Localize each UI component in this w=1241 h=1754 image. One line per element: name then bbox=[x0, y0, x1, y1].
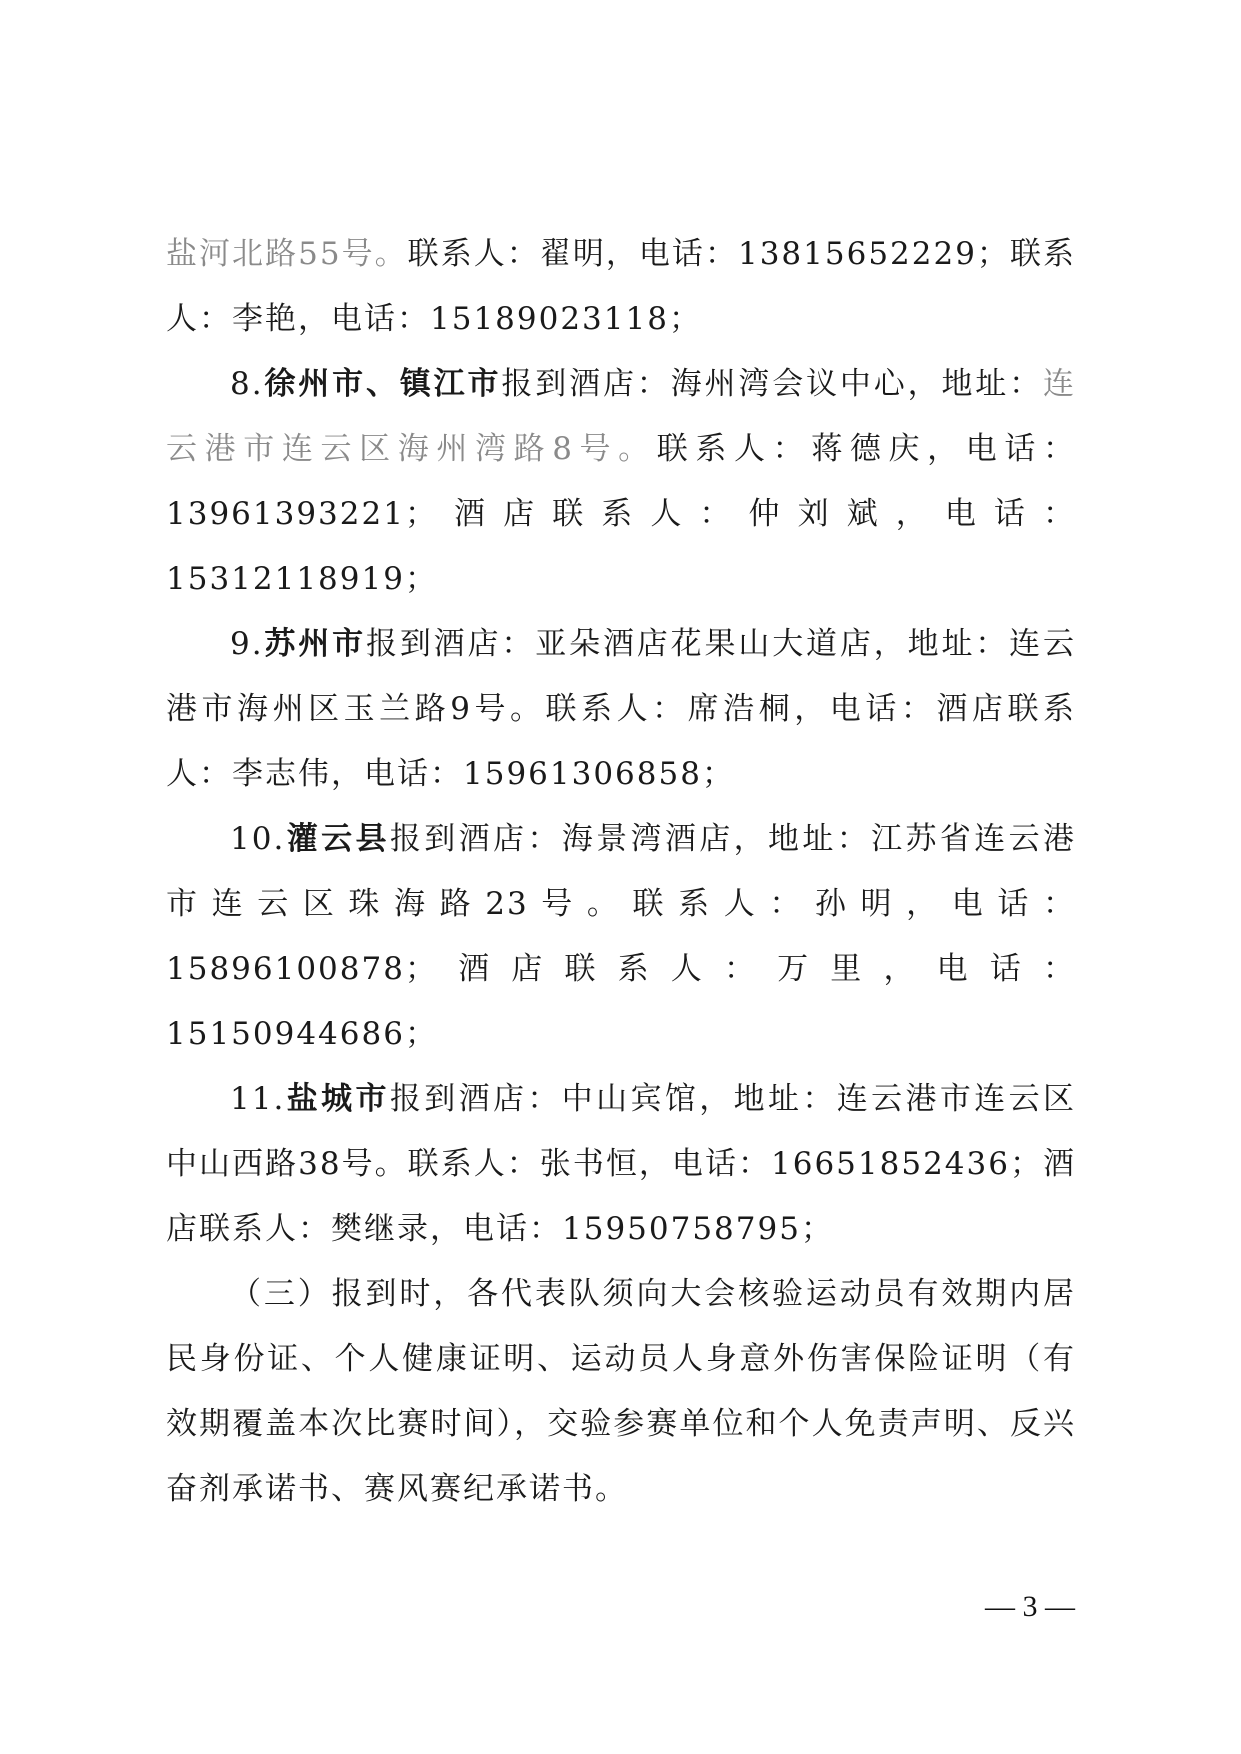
item-heading: 盐城市 bbox=[285, 1081, 390, 1117]
paragraph-section-3 bbox=[166, 1262, 1076, 1522]
text-segment: 报到酒店：海景湾酒店，地址：江苏省连云港市连云区珠海路23号。联系人：孙明，电话：15896100878；酒店联系人：万里，电话：15150944686； bbox=[166, 821, 1077, 1052]
item-number: 11. bbox=[230, 1081, 286, 1117]
text-segment: 联系人：翟明，电话：13815652229；联系人：李艳，电话：15189023118； bbox=[166, 236, 1076, 337]
item-number: 9. bbox=[230, 626, 264, 662]
paragraph-item-9 bbox=[166, 612, 1076, 807]
text-segment: 联系人：蒋德庆，电话：13961393221；酒店联系人：仲刘斌，电话：15312118919； bbox=[166, 431, 1076, 597]
text-segment: 连云港市连云区海州湾路8号。 bbox=[166, 366, 1077, 467]
paragraph-item-10 bbox=[166, 807, 1076, 1067]
paragraph-item-8 bbox=[166, 352, 1076, 612]
text-segment: 报到酒店：亚朵酒店花果山大道店，地址：连云港市海州区玉兰路9号。联系人：席浩桐，电话：酒店联系人：李志伟，电话：15961306858； bbox=[166, 626, 1077, 792]
text-segment: 报到酒店：中山宾馆，地址：连云港市连云区中山西路38号。联系人：张书恒，电话：16651852436；酒店联系人：樊继录，电话：15950758795； bbox=[166, 1081, 1077, 1247]
item-heading: 徐州市、镇江市 bbox=[263, 366, 502, 402]
item-number: 8. bbox=[230, 366, 264, 402]
item-number: 10. bbox=[230, 821, 286, 857]
text-segment: 报到酒店：海州湾会议中心，地址： bbox=[501, 366, 1044, 402]
paragraph-item-11 bbox=[166, 1067, 1076, 1262]
page-number: — 3 — bbox=[985, 1590, 1075, 1623]
text-segment: 盐河北路55号。 bbox=[166, 236, 408, 272]
item-heading: 灌云县 bbox=[285, 821, 390, 857]
document-body bbox=[166, 222, 1076, 1522]
item-heading: 苏州市 bbox=[263, 626, 366, 662]
text-segment: （三）报到时，各代表队须向大会核验运动员有效期内居民身份证、个人健康证明、运动员人身意外伤害保险证明（有效期覆盖本次比赛时间），交验参赛单位和个人免责声明、反兴奋剂承诺书、赛风赛纪承诺书。 bbox=[166, 1276, 1076, 1507]
paragraph-continuation bbox=[166, 222, 1076, 352]
